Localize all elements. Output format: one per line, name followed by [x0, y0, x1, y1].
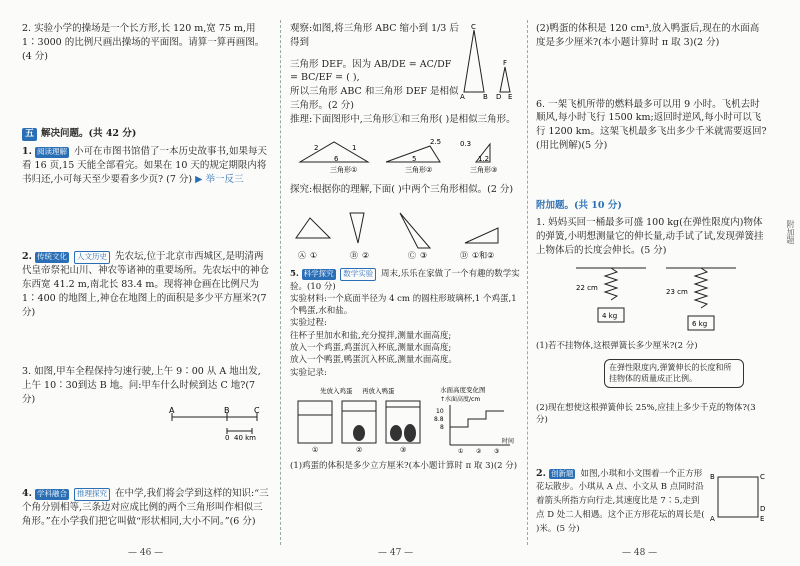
vertex-d: D: [496, 93, 502, 100]
column-page-47: [290, 22, 520, 542]
svg-text:②: ②: [476, 448, 482, 456]
question-3: 3. 如图,甲车全程保持匀速行驶,上午 9∶00 从 A 地出发,上午 10∶30到达 B 地。问:甲车什么时候到达 C 地?(7 分) A B C 0 40 km: [22, 365, 270, 445]
vertex-e: E: [508, 93, 513, 100]
weight-2-label: 6 kg: [692, 319, 708, 328]
answer-space: [22, 325, 270, 365]
question-tag: 数学实验: [340, 268, 376, 281]
cup-2: [342, 401, 376, 454]
link-icon: ▶: [195, 173, 203, 185]
section-header: [22, 127, 270, 141]
extra-question-1: 1. 妈妈买回一桶最多可盛 100 kg(在弹性限度内)物体的弹簧,小明想测量它的伸长量,动手试了试,发现弹簧挂上物体后的长度会伸长。(5 分): [536, 217, 764, 256]
question-2: 2. 实验小学的操场是一个长方形,长 120 m,宽 75 m,用 1∶3000 的比例尺画出操场的平面图。请算一算再画图。(4 分): [22, 23, 265, 62]
question-5-1: (1)鸡蛋的体积是多少立方厘米?(本小题计算时 π 取 3)(2 分): [290, 460, 518, 471]
answer-space: [22, 451, 270, 487]
question-5: 5. 科学探究 数学实验 周末,乐乐在家做了一个有趣的数学实验。(10 分) 实验材料:一个底面半径为 4 cm 的圆柱形玻璃杯,1 个鸡蛋,1 个鸭蛋,水和盐。 实验过程: 往杯子里加水和盐,充分搅拌,测量水面高度; 放入一个鸡蛋,鸡蛋沉入杯底,测量水面高度; 放入一个鸭蛋,鸭蛋沉入杯底,测量水面高度。 实验记录:: [290, 268, 520, 378]
choice-triangles: [290, 203, 520, 263]
svg-text:②: ②: [356, 446, 363, 455]
question-tag: 科学探究: [303, 268, 334, 278]
svg-text:B: B: [710, 472, 715, 481]
cup-label-1: 先放入鸡蛋: [320, 387, 353, 396]
column-divider: [280, 20, 281, 545]
svg-text:A: A: [710, 514, 715, 523]
page-number: — 48 —: [622, 547, 658, 558]
extra-question-1-2: (2)现在想使这根弹簧伸长 25%,应挂上多少千克的物体?(3 分): [536, 402, 756, 426]
cup-label-2: 再放入鸭蛋: [362, 387, 395, 396]
svg-text:①: ①: [312, 446, 319, 455]
svg-text:1.2: 1.2: [478, 155, 490, 164]
choice-b: Ⓑ: [350, 250, 358, 260]
extra-section-title: 附加题。(共 10 分): [536, 199, 622, 211]
svg-text:E: E: [760, 514, 765, 523]
experiment-figure: [290, 385, 520, 455]
page-number: — 47 —: [378, 547, 414, 558]
svg-text:8.8: 8.8: [434, 416, 444, 424]
question-4: 4. 学科融合 推理探究 在中学,我们将会学到这样的知识:“三个角分别相等,三条边对应成比例的两个三角形叫作相似三角形。”在小学我们把它叫做“形状相同,大小不同。”(6 分): [22, 488, 269, 527]
svg-text:1: 1: [352, 144, 357, 153]
svg-text:6: 6: [334, 155, 339, 164]
cup-3: [386, 401, 420, 454]
answer-space: [22, 192, 270, 250]
length-1-label: 22 cm: [576, 283, 598, 292]
related-link[interactable]: 举一反三: [205, 173, 244, 185]
svg-text:③: ③: [400, 446, 407, 455]
scale-zero: 0: [225, 433, 230, 441]
column-page-48: [536, 22, 768, 542]
point-a-label: A: [169, 406, 175, 415]
point-b-label: B: [224, 406, 230, 415]
svg-text:5: 5: [412, 155, 417, 164]
choice-c: Ⓒ: [408, 250, 416, 260]
svg-text:①: ①: [458, 448, 464, 456]
side-tab: 附加题: [786, 220, 795, 244]
route-diagram: [22, 407, 270, 441]
column-page-46: [22, 22, 270, 542]
hint-bubble: 在弹性限度内,弹簧伸长的长度和所挂物体的质量成正比例。: [604, 359, 744, 388]
svg-text:①: ①: [310, 250, 318, 260]
svg-text:0.3: 0.3: [460, 140, 472, 149]
svg-text:2.5: 2.5: [430, 138, 442, 147]
observe-block: C A B F D E 观察:如图,将三角形 ABC 缩小到 1/3 后得到 三角形 DEF。因为 AB/DE = AC/DF = BC/EF = ( ), 所以三角形 ABC 和三角形 DEF 是相似三角形。(2 分) 推理:下面图形中,三角形①和三角形( )是相似三角形。: [290, 22, 520, 126]
vertex-b: B: [483, 93, 488, 100]
tri1-label: 三角形①: [330, 166, 358, 175]
tri2-label: 三角形②: [405, 166, 433, 175]
vertex-c: C: [471, 23, 476, 31]
vertex-f: F: [503, 59, 508, 67]
svg-text:10: 10: [436, 408, 444, 416]
question-tag: 创新题: [550, 468, 574, 478]
explore-question: 探究:根据你的理解,下面( )中两个三角形相似。(2 分): [290, 184, 514, 196]
svg-text:8: 8: [440, 424, 444, 432]
answer-space: [536, 159, 768, 193]
triangles-row-1: [290, 132, 520, 178]
svg-text:D: D: [760, 504, 766, 513]
svg-text:①和②: ①和②: [472, 250, 495, 260]
question-tag: 传统文化: [36, 252, 67, 262]
page-number: — 46 —: [128, 547, 164, 558]
svg-text:2: 2: [314, 144, 319, 153]
tri3-label: 三角形③: [470, 166, 498, 175]
weight-1-label: 4 kg: [602, 311, 618, 320]
choice-a: Ⓐ: [298, 250, 306, 260]
svg-text:③: ③: [494, 448, 500, 456]
scale-label: 40 km: [234, 433, 257, 441]
vertex-a: A: [460, 93, 465, 100]
water-level-graph: [434, 385, 514, 455]
similar-triangles-figure: [460, 22, 520, 100]
spring-figure: [536, 264, 768, 336]
question-tag: 推理探究: [74, 488, 110, 501]
graph-title: 水面高度变化图: [440, 386, 486, 395]
answer-space: [536, 56, 768, 98]
column-divider: [527, 20, 528, 545]
square-garden-figure: [710, 467, 768, 537]
graph-y-label: ↑水面高度/cm: [440, 396, 481, 404]
answer-space: [536, 433, 768, 467]
point-c-label: C: [254, 406, 260, 415]
question-5-2: (2)鸭蛋的体积是 120 cm³,放入鸭蛋后,现在的水面高度是多少厘米?(本小题计算时 π 取 3)(2 分): [536, 23, 760, 48]
extra-question-2: 2. 创新题 如图,小琪和小文围着一个正方形花坛散步。小琪从 A 点、小文从 B 点同时沿着箭头所指方向行走,其速度比是 7∶5,走到点 D 处二人相遇。这个正方形花坛的周长是( )米。(5 分) B C A D E: [536, 467, 768, 537]
length-2-label: 23 cm: [666, 287, 688, 296]
choice-d: Ⓓ: [460, 250, 468, 260]
svg-text:时间: 时间: [502, 438, 515, 446]
svg-text:③: ③: [420, 250, 428, 260]
question-tag: 学科融合: [36, 489, 67, 499]
svg-text:C: C: [760, 472, 765, 481]
answer-space: [536, 388, 768, 402]
question-6: 6. 一架飞机所带的燃料最多可以用 9 小时。飞机去时顺风,每小时飞行 1500 km;返回时逆风,每小时可以飞行 1200 km。这架飞机最多飞出多少千米就需要返回?(用比例解)(5 分): [536, 98, 767, 151]
question-1: 1. 阅读理解 小可在市图书馆借了一本历史故事书,如果每天看 16 页,15 天能全部看完。如果在 10 天的规定期限内将书归还,小可每天至少要看多少页? (7 分) ▶ 举一反三: [22, 146, 268, 185]
cup-1: [298, 401, 332, 454]
extra-question-1-1: (1)若不挂物体,这根弹簧长多少厘米?(2 分): [536, 341, 698, 352]
question-tag: 阅读理解: [36, 147, 67, 157]
answer-space: [22, 69, 270, 121]
section-number: 五: [22, 128, 37, 141]
question-tag: 人文历史: [74, 251, 110, 264]
question-2-word: 2. 传统文化 人文历史 先农坛,位于北京市西城区,是明清两代皇帝祭祀山川、神农等诸神的重要场所。先农坛中的神仓东西宽 41.2 m,南北长 83.4 m。现将神仓画在比例尺为 1∶400 的地图上,神仓在地图上的面积是多少平方厘米?(7 分): [22, 251, 270, 318]
section-title: 解决问题。(共 42 分): [41, 128, 137, 140]
svg-text:②: ②: [362, 250, 370, 260]
